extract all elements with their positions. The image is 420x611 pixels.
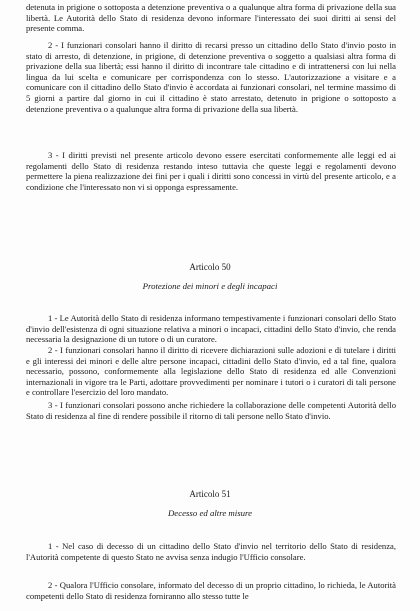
paragraph-art51-p2: 2 - Qualora l'Ufficio consolare, informato del decesso di un proprio cittadino, lo richieda, le Autorità competenti dello Stato di residenza forniranno allo stesso tutte le xyxy=(26,580,396,601)
article-50-subtitle: Protezione dei minori e degli incapaci xyxy=(142,281,278,291)
paragraph-art49-p1-end: detenuta in prigione o sottoposta a detenzione preventiva o a qualunque altra forma di privazione della sua libertà. Le Autorità dello Stato di residenza devono informare l'interessato dei suoi diritti ai sensi del presente comma. xyxy=(26,2,396,34)
article-50-title: Articolo 50 xyxy=(189,262,231,272)
paragraph-art50-p3: 3 - I funzionari consolari possono anche richiedere la collaborazione delle competenti Autorità dello Stato di residenza al fine di rendere possibile il ritorno di tali persone nello Stato d'invio. xyxy=(26,400,396,421)
paragraph-art49-p3: 3 - I diritti previsti nel presente articolo devono essere esercitati conformemente alle leggi ed ai regolamenti dello Stato di residenza restando inteso tuttavia che queste leggi e regolamenti devono permettere la piena realizzazione dei fini per i quali i diritti sono concessi in virtù del presente articolo, e a condizione che l'interessato non vi si opponga espressamente. xyxy=(26,150,396,192)
paragraph-art50-p2: 2 - I funzionari consolari hanno il diritto di ricevere dichiarazioni sulle adozioni e di tutelare i diritti e gli interessi dei minori e delle altre persone incapaci, cittadini dello Stato d'invio, ed a tal fine, qualora necessario, possono, conformemente alla legislazione dello Stato di residenza ed alle Convenzioni internazionali in vigore tra le Parti, adottare provvedimenti per nominare i tutori o i curatori di tali persone e controllare l'esercizio del loro mandato. xyxy=(26,345,396,398)
article-51-title: Articolo 51 xyxy=(189,489,231,499)
paragraph-art51-p1: 1 - Nel caso di decesso di un cittadino dello Stato d'invio nel territorio dello Stato di residenza, l'Autorità competente di questo Stato ne avvisa senza indugio l'Ufficio consolare. xyxy=(26,541,396,562)
article-51-subtitle: Decesso ed altre misure xyxy=(167,508,253,518)
paragraph-art49-p2: 2 - I funzionari consolari hanno il diritto di recarsi presso un cittadino dello Stato d'invio posto in stato di arresto, di detenzione, in prigione, di detenzione preventiva o soggetto a qualsiasi altra forma di privazione della sua libertà; essi hanno il diritto di incontrare tale cittadino e di intrattenersi con lui nella lingua da lui scelta e comunicare per corrispondenza con lo stesso. L'autorizzazione a visitare e a comunicare con il cittadino dello Stato d'invio è accordata ai funzionari consolari, nel termine massimo di 5 giorni a partire dal giorno in cui il cittadino è stato arrestato, detenuto in prigione o sottoposto a detenzione preventiva o a qualunque altra forma di privazione della sua libertà. xyxy=(26,40,396,114)
paragraph-art50-p1: 1 - Le Autorità dello Stato di residenza informano tempestivamente i funzionari consolari dello Stato d'invio dell'esistenza di ogni situazione relativa a minori o incapaci, cittadini dello Stato d'invio, che renda necessaria la designazione di un tutore o di un curatore. xyxy=(26,313,396,345)
